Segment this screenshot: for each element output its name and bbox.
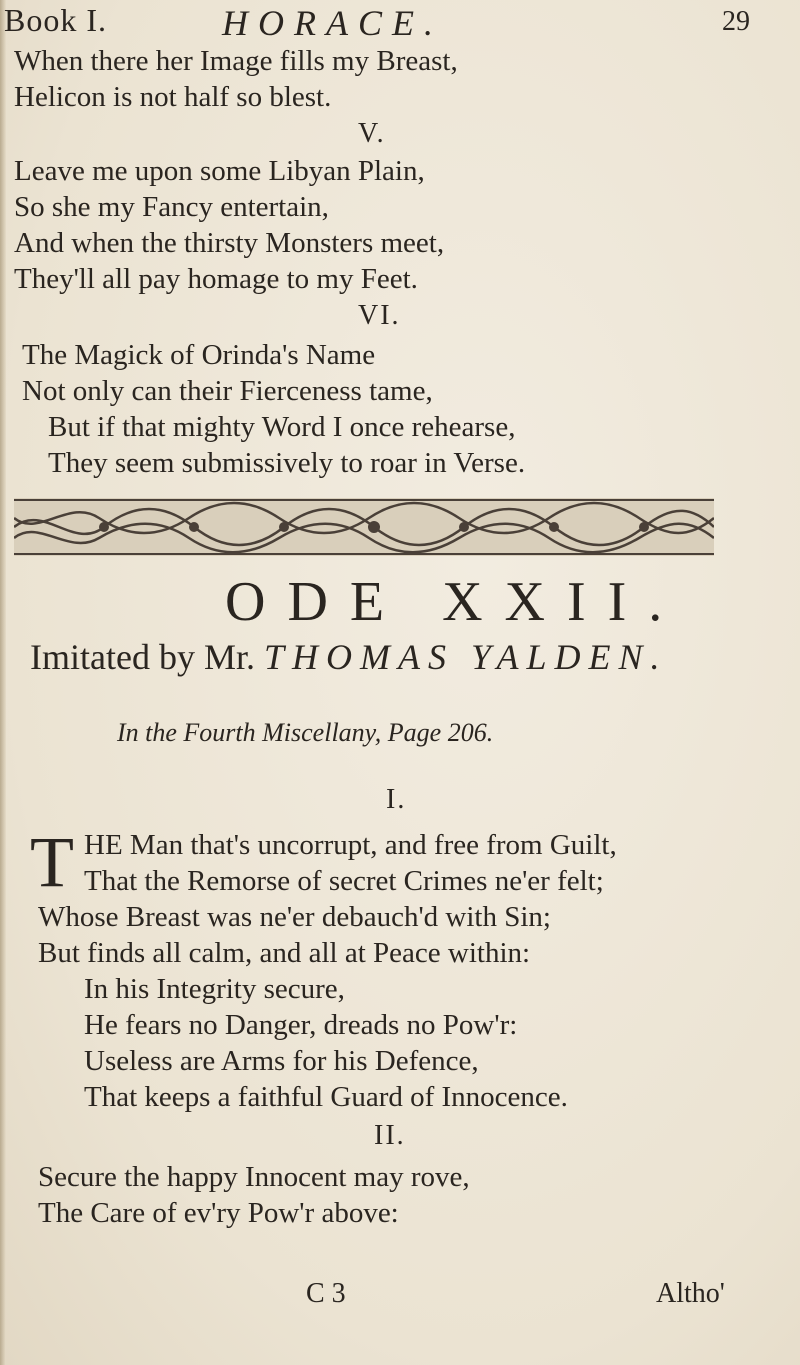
source-text: In the Fourth Miscellany, Page 206. [117, 718, 494, 747]
verse-line: But finds all calm, and all at Peace within: [38, 937, 531, 969]
verse-line: Secure the happy Innocent may rove, [38, 1161, 470, 1193]
verse-line: Leave me upon some Libyan Plain, [14, 155, 425, 187]
source-note [117, 718, 493, 748]
header-book: Book I. [4, 2, 107, 38]
verse-line: Not only can their Fierceness tame, [22, 375, 433, 407]
verse-line: So she my Fancy entertain, [14, 191, 329, 223]
author-name: THOMAS YALDEN. [263, 637, 668, 677]
verse-line: Whose Breast was ne'er debauch'd with Sin; [38, 901, 551, 933]
verse-line: The Magick of Orinda's Name [22, 339, 376, 371]
verse-line: And when the thirsty Monsters meet, [14, 227, 445, 259]
verse-line: HE Man that's uncorrupt, and free from Guilt, [84, 829, 617, 861]
page-spine-shadow [0, 0, 6, 1365]
page-number: 29 [722, 6, 750, 37]
drop-cap: T [30, 822, 74, 902]
verse-line: Helicon is not half so blest. [14, 81, 332, 113]
stanza-number: II. [374, 1120, 406, 1151]
verse-line: They'll all pay homage to my Feet. [14, 263, 418, 295]
catchword: Altho' [656, 1278, 725, 1309]
stanza-number: V. [358, 118, 386, 149]
verse-line: When there her Image fills my Breast, [14, 45, 458, 77]
verse-line: That keeps a faithful Guard of Innocence. [84, 1081, 568, 1113]
header-title: HORACE. [222, 3, 443, 43]
signature-mark: C 3 [306, 1278, 346, 1309]
verse-line: But if that mighty Word I once rehearse, [48, 411, 516, 443]
verse-line: The Care of ev'ry Pow'r above: [38, 1197, 399, 1229]
verse-line: They seem submissively to roar in Verse. [48, 447, 526, 479]
stanza-number: VI. [358, 300, 401, 331]
running-header [0, 2, 800, 42]
ode-title: ODE XXII. [225, 571, 685, 633]
verse-line: That the Remorse of secret Crimes ne'er felt; [84, 865, 604, 897]
verse-line: He fears no Danger, dreads no Pow'r: [84, 1009, 518, 1041]
imitated-prefix: Imitated by Mr. [30, 637, 255, 677]
stanza-number: I. [386, 784, 407, 815]
verse-line: Useless are Arms for his Defence, [84, 1045, 479, 1077]
verse-line: In his Integrity secure, [84, 973, 345, 1005]
imitated-by-line [30, 636, 667, 678]
ornament-band [14, 498, 714, 556]
